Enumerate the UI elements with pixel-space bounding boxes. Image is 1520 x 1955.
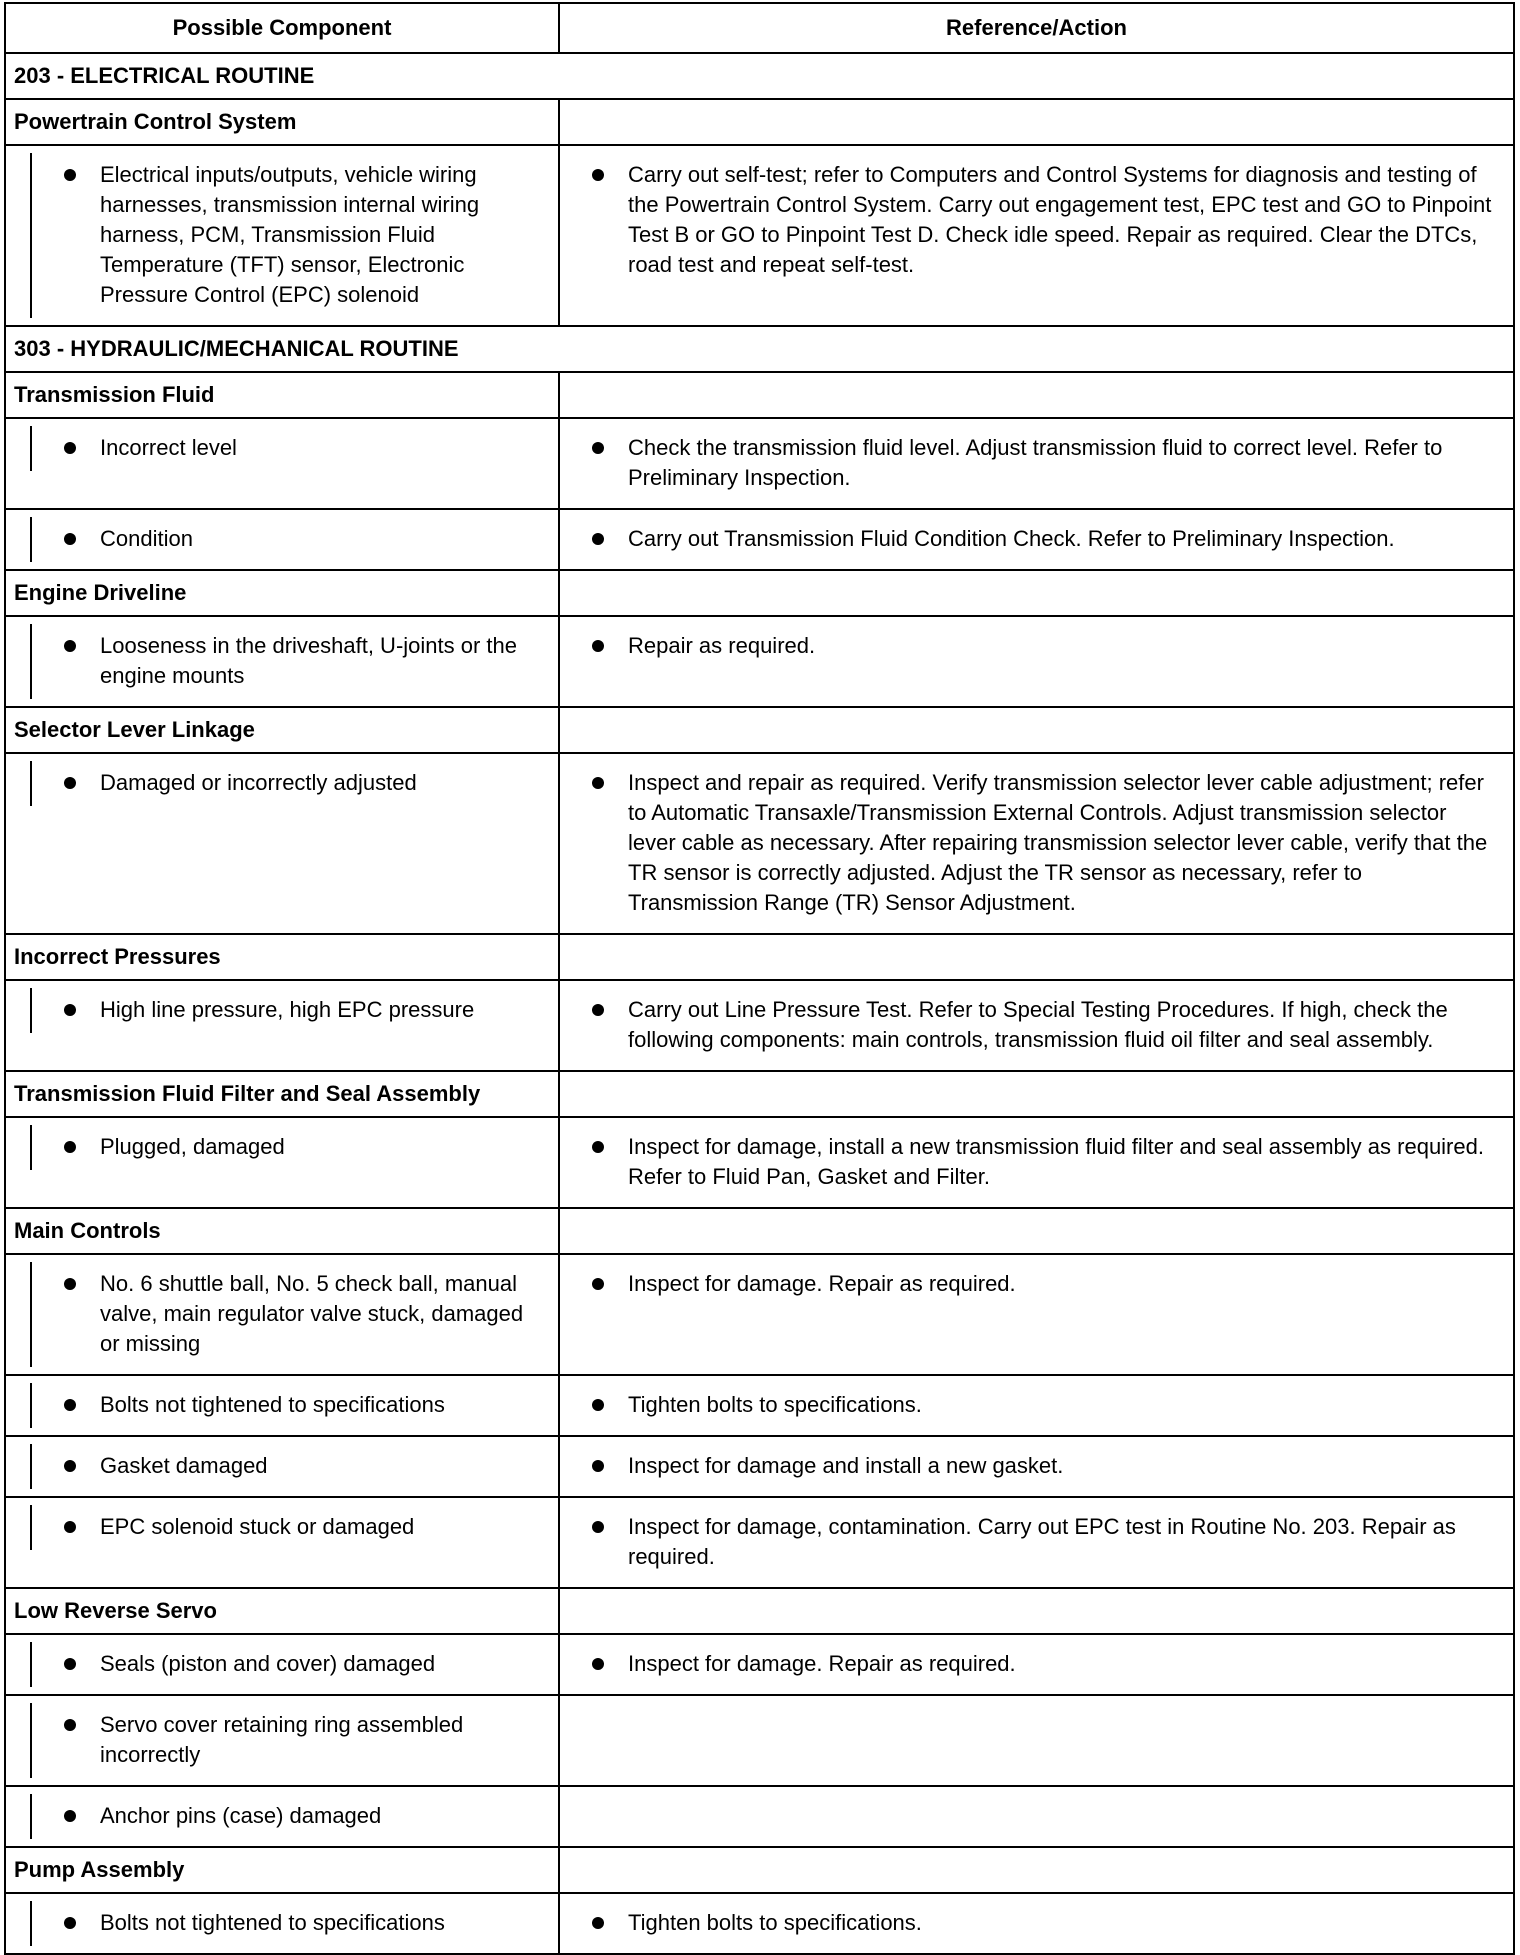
bullet-icon xyxy=(590,433,628,493)
action-text: Inspect for damage, contamination. Carry out EPC test in Routine No. 203. Repair as required. xyxy=(628,1514,1456,1569)
action-text: Carry out Transmission Fluid Condition Check. Refer to Preliminary Inspection. xyxy=(628,526,1395,551)
table-row xyxy=(5,1436,1514,1497)
action-cell xyxy=(559,753,1514,934)
indent-rule xyxy=(14,1642,32,1687)
component-text: Bolts not tightened to specifications xyxy=(100,1910,445,1935)
group-row xyxy=(5,934,1514,980)
header-possible-component: Possible Component xyxy=(5,3,559,53)
section-title: 303 - HYDRAULIC/MECHANICAL ROUTINE xyxy=(5,326,1514,372)
component-text: Incorrect level xyxy=(100,435,237,460)
bullet-icon xyxy=(590,995,628,1055)
group-title: Powertrain Control System xyxy=(5,99,559,145)
group-action-cell xyxy=(559,707,1514,753)
indent-rule xyxy=(14,988,32,1033)
action-text: Inspect and repair as required. Verify transmission selector lever cable adjustment; refer to Automatic Transaxle/Transmission External Controls. Adjust transmission selector lever cable as necessary. After repairing transmission selector lever cable, verify that the TR sensor is correctly adjusted. Adjust the TR sensor as necessary, refer to Transmission Range (TR) Sensor Adjustment. xyxy=(628,770,1488,915)
indent-rule xyxy=(14,1794,32,1839)
group-title: Pump Assembly xyxy=(5,1847,559,1893)
group-row xyxy=(5,707,1514,753)
diagnosis-table xyxy=(4,2,1515,1955)
component-text: Damaged or incorrectly adjusted xyxy=(100,770,417,795)
indent-rule xyxy=(14,517,32,562)
action-text: Inspect for damage. Repair as required. xyxy=(628,1651,1016,1676)
action-cell xyxy=(559,1786,1514,1847)
component-text: Condition xyxy=(100,526,193,551)
indent-rule xyxy=(14,1901,32,1946)
table-row xyxy=(5,509,1514,570)
table-row xyxy=(5,1375,1514,1436)
group-title: Incorrect Pressures xyxy=(5,934,559,980)
component-cell xyxy=(5,509,559,570)
table-row xyxy=(5,1254,1514,1375)
indent-rule xyxy=(14,1383,32,1428)
component-text: Anchor pins (case) damaged xyxy=(100,1803,382,1828)
component-cell xyxy=(5,1254,559,1375)
group-action-cell xyxy=(559,570,1514,616)
table-row xyxy=(5,1695,1514,1786)
bullet-icon xyxy=(590,1649,628,1679)
group-row xyxy=(5,1208,1514,1254)
component-cell xyxy=(5,1497,559,1588)
table-row xyxy=(5,1497,1514,1588)
action-cell xyxy=(559,1497,1514,1588)
action-text: Check the transmission fluid level. Adjust transmission fluid to correct level. Refer to Preliminary Inspection. xyxy=(628,435,1443,490)
indent-rule xyxy=(14,153,32,318)
bullet-icon xyxy=(62,631,100,691)
bullet-icon xyxy=(62,160,100,310)
group-row xyxy=(5,1588,1514,1634)
indent-rule xyxy=(14,761,32,806)
indent-rule xyxy=(14,1444,32,1489)
diagnosis-table-container xyxy=(4,2,1513,1955)
indent-rule xyxy=(14,1125,32,1170)
component-text: Electrical inputs/outputs, vehicle wiring harnesses, transmission internal wiring harness, PCM, Transmission Fluid Temperature (TFT) sensor, Electronic Pressure Control (EPC) solenoid xyxy=(100,162,480,307)
component-text: Gasket damaged xyxy=(100,1453,268,1478)
group-row xyxy=(5,570,1514,616)
component-cell xyxy=(5,1117,559,1208)
bullet-icon xyxy=(62,1269,100,1359)
section-row xyxy=(5,326,1514,372)
bullet-icon xyxy=(590,1451,628,1481)
bullet-icon xyxy=(62,1801,100,1831)
group-action-cell xyxy=(559,1588,1514,1634)
group-title: Engine Driveline xyxy=(5,570,559,616)
group-row xyxy=(5,1847,1514,1893)
action-cell xyxy=(559,616,1514,707)
action-cell xyxy=(559,418,1514,509)
action-cell xyxy=(559,1375,1514,1436)
component-cell xyxy=(5,145,559,326)
action-cell xyxy=(559,145,1514,326)
bullet-icon xyxy=(62,995,100,1025)
group-title: Low Reverse Servo xyxy=(5,1588,559,1634)
action-text: Inspect for damage. Repair as required. xyxy=(628,1271,1016,1296)
table-row xyxy=(5,145,1514,326)
action-cell xyxy=(559,980,1514,1071)
bullet-icon xyxy=(590,1908,628,1938)
group-action-cell xyxy=(559,934,1514,980)
component-cell xyxy=(5,1893,559,1954)
action-text: Tighten bolts to specifications. xyxy=(628,1392,922,1417)
bullet-icon xyxy=(590,160,628,280)
indent-rule xyxy=(14,624,32,699)
action-text: Inspect for damage and install a new gasket. xyxy=(628,1453,1064,1478)
bullet-icon xyxy=(62,524,100,554)
section-title: 203 - ELECTRICAL ROUTINE xyxy=(5,53,1514,99)
bullet-icon xyxy=(590,768,628,918)
component-text: Bolts not tightened to specifications xyxy=(100,1392,445,1417)
component-cell xyxy=(5,1786,559,1847)
bullet-icon xyxy=(62,1451,100,1481)
group-action-cell xyxy=(559,1847,1514,1893)
bullet-icon xyxy=(590,1390,628,1420)
component-cell xyxy=(5,616,559,707)
bullet-icon xyxy=(590,631,628,661)
table-body xyxy=(5,53,1514,1954)
bullet-icon xyxy=(62,433,100,463)
table-row xyxy=(5,1786,1514,1847)
action-cell xyxy=(559,509,1514,570)
header-reference-action: Reference/Action xyxy=(559,3,1514,53)
table-row xyxy=(5,1893,1514,1954)
group-title: Transmission Fluid xyxy=(5,372,559,418)
action-cell xyxy=(559,1893,1514,1954)
component-text: Servo cover retaining ring assembled incorrectly xyxy=(100,1712,464,1767)
table-row xyxy=(5,1634,1514,1695)
bullet-icon xyxy=(62,1132,100,1162)
group-row xyxy=(5,372,1514,418)
component-cell xyxy=(5,1634,559,1695)
bullet-icon xyxy=(590,1512,628,1572)
action-text: Repair as required. xyxy=(628,633,816,658)
action-cell xyxy=(559,1254,1514,1375)
indent-rule xyxy=(14,426,32,471)
bullet-icon xyxy=(62,768,100,798)
table-row xyxy=(5,980,1514,1071)
bullet-icon xyxy=(62,1512,100,1542)
action-cell xyxy=(559,1436,1514,1497)
table-row xyxy=(5,418,1514,509)
group-action-cell xyxy=(559,99,1514,145)
bullet-icon xyxy=(590,1132,628,1192)
group-action-cell xyxy=(559,1208,1514,1254)
action-cell xyxy=(559,1117,1514,1208)
component-cell xyxy=(5,418,559,509)
component-text: Looseness in the driveshaft, U-joints or the engine mounts xyxy=(100,633,518,688)
bullet-icon xyxy=(62,1649,100,1679)
component-text: No. 6 shuttle ball, No. 5 check ball, manual valve, main regulator valve stuck, damaged or missing xyxy=(100,1271,524,1356)
bullet-icon xyxy=(62,1710,100,1770)
group-action-cell xyxy=(559,1071,1514,1117)
header-row xyxy=(5,3,1514,53)
table-row xyxy=(5,1117,1514,1208)
component-cell xyxy=(5,980,559,1071)
action-text: Carry out self-test; refer to Computers and Control Systems for diagnosis and testing of the Powertrain Control System. Carry out engagement test, EPC test and GO to Pinpoint Test B or GO to Pinpoint Test D. Check idle speed. Repair as required. Clear the DTCs, road test and repeat self-test. xyxy=(628,162,1492,277)
component-cell xyxy=(5,753,559,934)
component-text: High line pressure, high EPC pressure xyxy=(100,997,475,1022)
table-row xyxy=(5,616,1514,707)
component-text: EPC solenoid stuck or damaged xyxy=(100,1514,415,1539)
bullet-icon xyxy=(590,524,628,554)
component-text: Seals (piston and cover) damaged xyxy=(100,1651,436,1676)
indent-rule xyxy=(14,1505,32,1550)
action-cell xyxy=(559,1695,1514,1786)
component-text: Plugged, damaged xyxy=(100,1134,285,1159)
group-title: Selector Lever Linkage xyxy=(5,707,559,753)
action-cell xyxy=(559,1634,1514,1695)
group-row xyxy=(5,99,1514,145)
component-cell xyxy=(5,1375,559,1436)
bullet-icon xyxy=(62,1908,100,1938)
action-text: Inspect for damage, install a new transmission fluid filter and seal assembly as required. Refer to Fluid Pan, Gasket and Filter. xyxy=(628,1134,1484,1189)
group-row xyxy=(5,1071,1514,1117)
action-text: Tighten bolts to specifications. xyxy=(628,1910,922,1935)
action-text: Carry out Line Pressure Test. Refer to Special Testing Procedures. If high, check the following components: main controls, transmission fluid oil filter and seal assembly. xyxy=(628,997,1448,1052)
section-row xyxy=(5,53,1514,99)
bullet-icon xyxy=(590,1269,628,1299)
group-title: Main Controls xyxy=(5,1208,559,1254)
component-cell xyxy=(5,1436,559,1497)
group-action-cell xyxy=(559,372,1514,418)
bullet-icon xyxy=(62,1390,100,1420)
table-row xyxy=(5,753,1514,934)
group-title: Transmission Fluid Filter and Seal Assembly xyxy=(5,1071,559,1117)
component-cell xyxy=(5,1695,559,1786)
indent-rule xyxy=(14,1262,32,1367)
indent-rule xyxy=(14,1703,32,1778)
